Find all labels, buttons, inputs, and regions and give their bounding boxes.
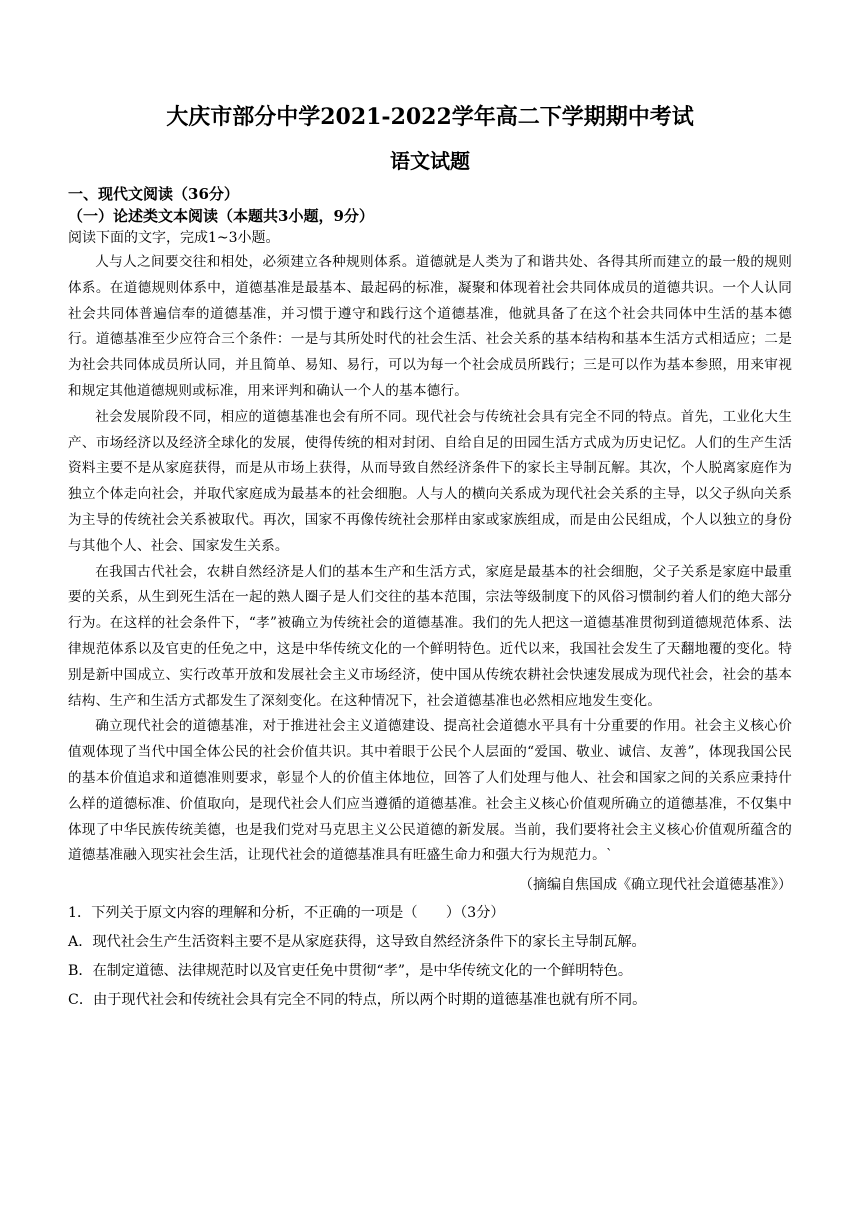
reading-instruction: 阅读下面的文字，完成1~3小题。 bbox=[68, 230, 280, 246]
exam-subtitle: 语文试题 bbox=[390, 149, 470, 173]
question-1-option-b: B．在制定道德、法律规范时以及官吏任免中贯彻“孝”，是中华传统文化的一个鲜明特色。 bbox=[68, 963, 633, 980]
passage-paragraph-1: 人与人之间要交往和相处，必须建立各种规则体系。道德就是人类为了和谐共处、各得其所而建立的最一般的规则体系。在道德规则体系中，道德基准是最基本、最起码的标准，凝聚和体现着社会共同体成员的道德共识。一个人认同社会共同体普遍信奉的道德基准，并习惯于遵守和践行这个道德基准，他就具备了在这个社会共同体中生活的基本德行。道德基准至少应符合三个条件：一是与其所处时代的社会生活、社会关系的基本结构和基本生活方式相适应；二是为社会共同体成员所认同，并且简单、易知、易行，可以为每一个社会成员所践行；三是可以作为基本参照，用来审视和规定其他道德规则或标准，用来评判和确认一个人的基本德行。 bbox=[68, 254, 792, 399]
exam-title: 大庆市部分中学2021-2022学年高二下学期期中考试 bbox=[166, 104, 694, 130]
exam-page bbox=[68, 102, 792, 1015]
passage-paragraph-2: 社会发展阶段不同，相应的道德基准也会有所不同。现代社会与传统社会具有完全不同的特点。首先，工业化大生产、市场经济以及经济全球化的发展，使得传统的相对封闭、自给自足的田园生活方式成为历史记忆。人们的生产生活资料主要不是从家庭获得，而是从市场上获得，从而导致自然经济条件下的家长主导制瓦解。其次，个人脱离家庭作为独立个体走向社会，并取代家庭成为最基本的社会细胞。人与人的横向关系成为现代社会关系的主导，以父子纵向关系为主导的传统社会关系被取代。再次，国家不再像传统社会那样由家或家族组成，而是由公民组成，个人以独立的身份与其他个人、社会、国家发生关系。 bbox=[68, 408, 792, 554]
question-1-option-c: C．由于现代社会和传统社会具有完全不同的特点，所以两个时期的道德基准也就有所不同。 bbox=[68, 992, 647, 1009]
passage-paragraph-4: 确立现代社会的道德基准，对于推进社会主义道德建设、提高社会道德水平具有十分重要的作用。社会主义核心价值观体现了当代中国全体公民的社会价值共识。其中着眼于公民个人层面的“爱国、敬业、诚信、友善”，体现我国公民的基本价值追求和道德准则要求，彰显个人的价值主体地位，回答了人们处理与他人、社会和国家之间的关系应秉持什么样的道德标准、价值取向，是现代社会人们应当遵循的道德基准。社会主义核心价值观所确立的道德基准，不仅集中体现了中华民族传统美德，也是我们党对马克思主义公民道德的新发展。当前，我们要将社会主义核心价值观所蕴含的道德基准融入现实社会生活，让现代社会的道德基准具有旺盛生命力和强大行为规范力。` bbox=[68, 718, 792, 864]
question-1-stem: 1．下列关于原文内容的理解和分析，不正确的一项是（ ）（3分） bbox=[68, 905, 505, 922]
part-heading: （一）论述类文本阅读（本题共3小题，9分） bbox=[68, 207, 374, 225]
question-1-option-a: A．现代社会生产生活资料主要不是从家庭获得，这导致自然经济条件下的家长主导制瓦解。 bbox=[68, 934, 646, 951]
section-heading: 一、现代文阅读（36分） bbox=[68, 185, 239, 203]
passage-paragraph-3: 在我国古代社会，农耕自然经济是人们的基本生产和生活方式，家庭是最基本的社会细胞，父子关系是家庭中最重要的关系，从生到死生活在一起的熟人圈子是人们交往的基本范围，宗法等级制度下的风俗习惯制约着人们的绝大部分行为。在这样的社会条件下，“孝”被确立为传统社会的道德基准。我们的先人把这一道德基准贯彻到道德规范体系、法律规范体系以及官吏的任免之中，这是中华传统文化的一个鲜明特色。近代以来，我国社会发生了天翻地覆的变化。特别是新中国成立、实行改革开放和发展社会主义市场经济，使中国从传统农耕社会快速发展成为现代社会，社会的基本结构、生产和生活方式都发生了深刻变化。在这种情况下，社会道德基准也必然相应地发生变化。 bbox=[68, 563, 792, 709]
passage-source: （摘编自焦国成《确立现代社会道德基准》） bbox=[519, 877, 792, 894]
